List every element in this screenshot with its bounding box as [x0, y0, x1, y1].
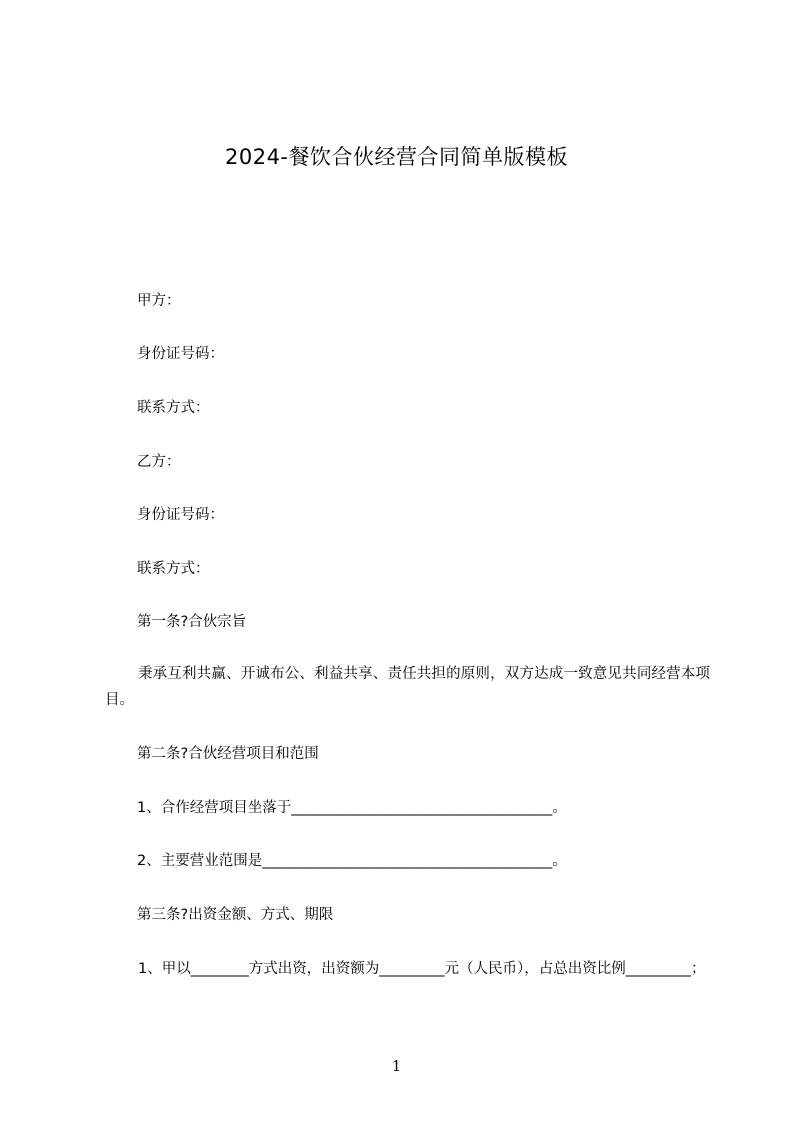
article-2-heading: 第二条?合伙经营项目和范围	[137, 746, 319, 762]
party-b-contact-label: 联系方式：	[137, 561, 210, 577]
party-a-contact-label: 联系方式：	[137, 400, 210, 416]
party-a-label: 甲方：	[137, 293, 181, 309]
party-a-id-label: 身份证号码：	[137, 346, 224, 362]
party-b-id-label: 身份证号码：	[137, 507, 224, 523]
article-2-item-2: 2、主要营业范围是________________________________________。	[137, 853, 567, 869]
article-3-item-1: 1、甲以________方式出资，出资额为_________元（人民币），占总出资比例_________；	[138, 961, 706, 977]
page-number: 1	[391, 1057, 402, 1075]
party-b-label: 乙方：	[137, 454, 181, 470]
article-3-heading: 第三条?出资金额、方式、期限	[137, 907, 334, 923]
article-1-text: 秉承互利共赢、开诚布公、利益共享、责任共担的原则，双方达成一致意见共同经营本项目。	[105, 666, 710, 708]
document-title: 2024-餐饮合伙经营合同简单版模板	[224, 145, 569, 169]
article-2-item-1: 1、合作经营项目坐落于____________________________________。	[137, 800, 567, 816]
article-1-heading: 第一条?合伙宗旨	[137, 614, 247, 630]
